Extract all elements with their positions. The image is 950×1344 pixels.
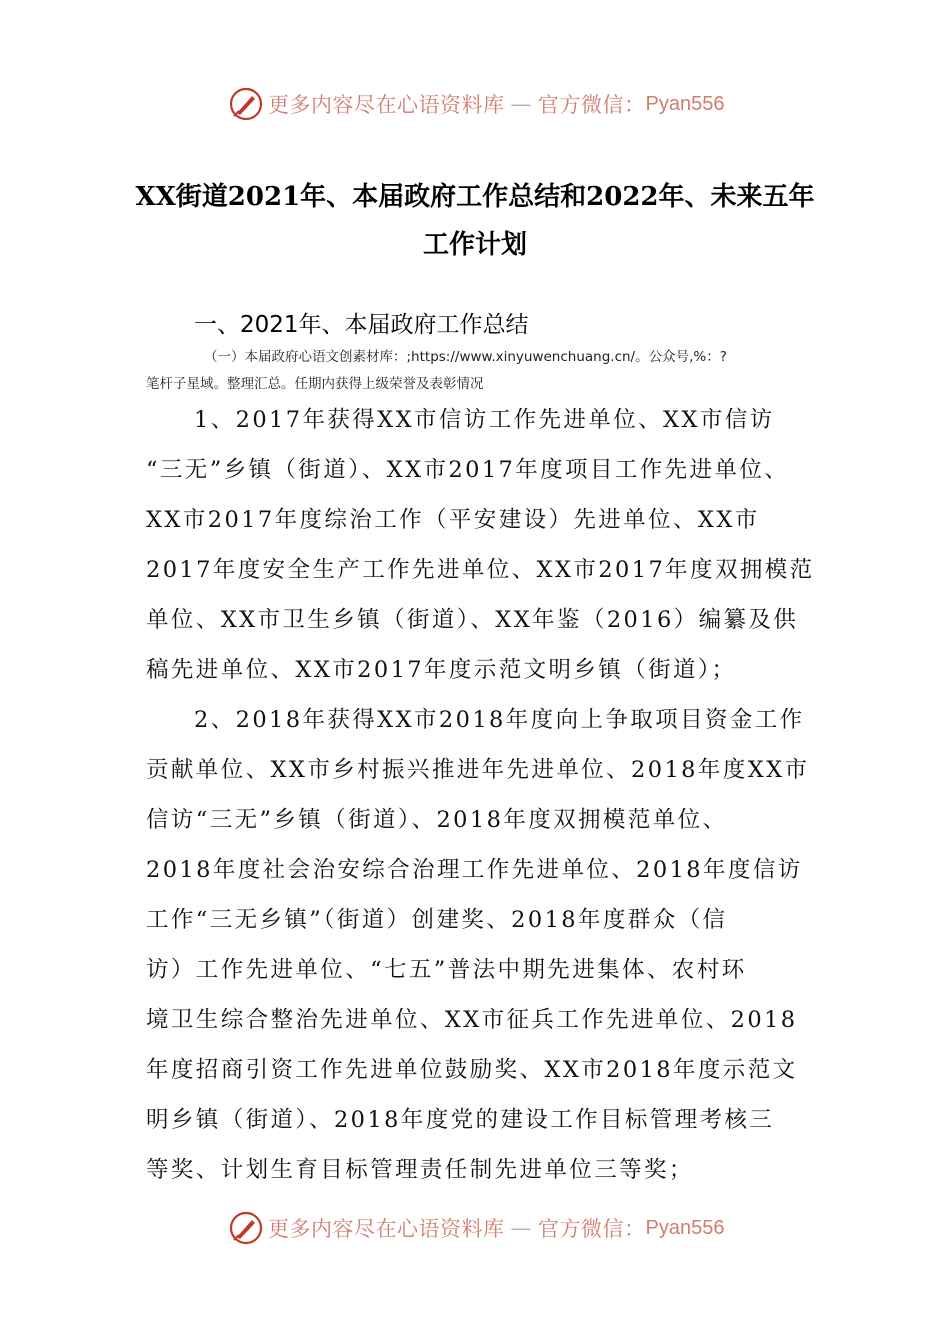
- watermark-contact-id: Pyan556: [645, 92, 725, 115]
- watermark-separator: —: [510, 1216, 532, 1240]
- body-line: “三无”乡镇（街道）、XX市2017年度项目工作先进单位、: [146, 457, 790, 483]
- watermark-contact-id: Pyan556: [645, 1216, 725, 1239]
- body-line: 工作“三无乡镇”（街道）创建奖、2018年度群众（信: [146, 907, 728, 933]
- watermark-text: 更多内容尽在心语资料库: [268, 93, 505, 117]
- watermark-contact-label: 官方微信：: [538, 1217, 646, 1241]
- body-line: 单位、XX市卫生乡镇（街道）、XX年鉴（2016）编纂及供: [146, 607, 799, 633]
- body-line: 访）工作先进单位、“七五”普法中期先进集体、农村环: [146, 957, 747, 983]
- quill-pen-logo-icon: [228, 1210, 264, 1246]
- body-line: XX市2017年度综治工作（平安建设）先进单位、XX市: [146, 507, 760, 533]
- body-line: 2017年度安全生产工作先进单位、XX市2017年度双拥模范: [146, 557, 815, 583]
- section-heading: 一、2021年、本届政府工作总结: [194, 312, 529, 338]
- body-line: 2、2018年获得XX市2018年度向上争取项目资金工作: [194, 707, 805, 733]
- body-line: 明乡镇（街道）、2018年度党的建设工作目标管理考核三: [146, 1107, 775, 1133]
- watermark-separator: —: [510, 92, 532, 116]
- watermark-text: 更多内容尽在心语资料库: [268, 1217, 505, 1241]
- quill-pen-logo-icon: [228, 86, 264, 122]
- watermark-contact-label: 官方微信：: [538, 93, 646, 117]
- footer-watermark: [228, 1208, 748, 1248]
- body-line: 等奖、计划生育目标管理责任制先进单位三等奖；: [146, 1157, 694, 1183]
- body-line: 年度招商引资工作先进单位鼓励奖、XX市2018年度示范文: [146, 1057, 798, 1083]
- document-title-line-1: XX街道2021年、本届政府工作总结和2022年、未来五年: [135, 182, 815, 212]
- body-line: 稿先进单位、XX市2017年度示范文明乡镇（街道）；: [146, 657, 737, 683]
- header-watermark: [228, 84, 748, 124]
- body-line: 信访“三无”乡镇（街道）、2018年度双拥模范单位、: [146, 807, 728, 833]
- body-line: 贡献单位、XX市乡村振兴推进年先进单位、2018年度XX市: [146, 757, 810, 783]
- document-title-line-2: 工作计划: [422, 230, 527, 260]
- subsection-note-line-2: 笔杆子星域。整理汇总。任期内获得上级荣誉及表彰情况: [146, 376, 484, 392]
- body-line: 境卫生综合整治先进单位、XX市征兵工作先进单位、2018: [146, 1007, 798, 1033]
- subsection-note-line-1: （一）本届政府心语文创素材库：;https://www.xinyuwenchuang.cn/。公众号,%：?: [204, 349, 727, 365]
- body-line: 2018年度社会治安综合治理工作先进单位、2018年度信访: [146, 857, 803, 883]
- body-line: 1、2017年获得XX市信访工作先进单位、XX市信访: [194, 407, 775, 433]
